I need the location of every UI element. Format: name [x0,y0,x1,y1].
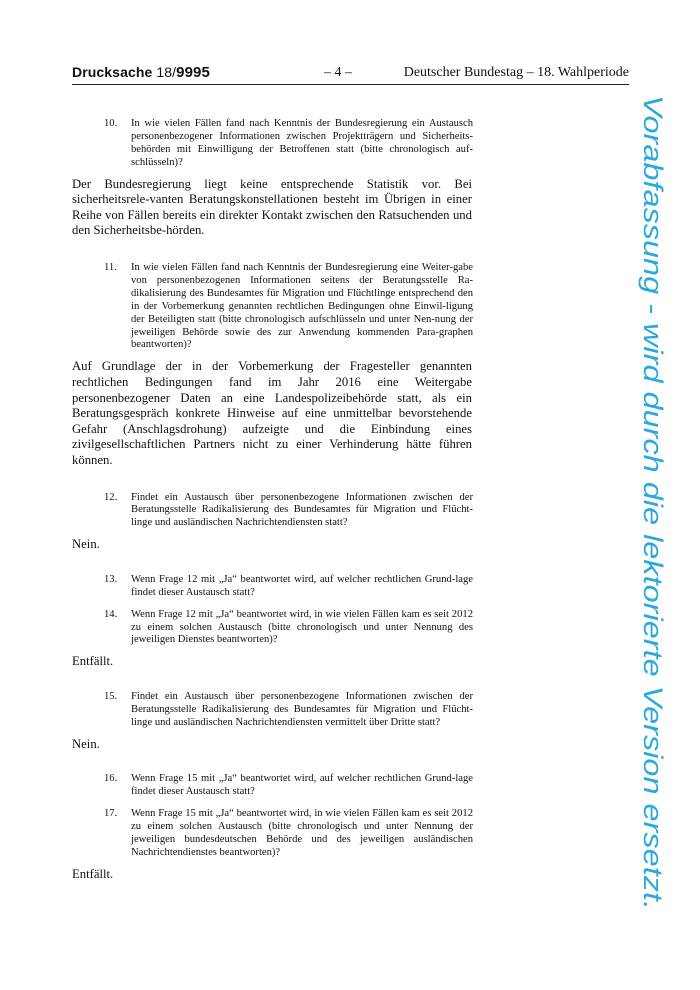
question-number: 13. [104,573,118,585]
question-15 [104,691,473,730]
question-16 [104,773,473,799]
question-number: 16. [104,773,118,785]
question-text: Findet ein Austausch über personenbezogene Informationen zwischen der Beratungsstelle Radikalisierung des Bundesamtes für Migration und Flücht-linge und ausländischen Nachrichtendiensten statt? [131,491,473,529]
doc-label: Drucksache [72,64,153,80]
question-text: Wenn Frage 12 mit „Ja“ beantwortet wird, auf welcher rechtlichen Grund-lage findet dieser Austausch statt? [131,573,473,598]
answer-12: Nein. [72,537,100,552]
question-text: Wenn Frage 12 mit „Ja“ beantwortet wird, in wie vielen Fällen kam es seit 2012 zu einem solchen Austausch (bitte chronologisch und unter Nennung des jeweiligen Dienstes beantworten)? [131,608,473,646]
answer-10: Der Bundesregierung liegt keine entsprechende Statistik vor. Bei sicherheitsrele-vanten Beratungskonstellationen besteht im Übrigen in einer Reihe von Fällen bereits ein direkter Kontakt zwischen den Ratsuchenden und den Sicherheitsbe-hörden. [72,176,472,238]
question-number: 12. [104,491,118,503]
answer-15: Nein. [72,736,100,751]
answer-16-17: Entfällt. [72,866,114,881]
question-text: In wie vielen Fällen fand nach Kenntnis der Bundesregierung eine Weiter-gabe von personenbezogenen Informationen seitens der Beratungsstelle Ra-dikalisierung des Bundesamtes für Migration und Flüchtlinge entsprechend den in der Vorbemerkung genannten rechtlichen Bedingungen ohne Einwil-ligung der Beteiligten statt (bitte chronologisch aufschlüsseln und unter Nen-nung der jeweiligen Behörde sowie des zur Anwendung kommenden Para-graphen beantworten)? [131,262,473,351]
watermark-text: Vorabfassung - wird durch die lektorierte Version ersetzt. [638,95,668,773]
question-text: Wenn Frage 15 mit „Ja“ beantwortet wird, auf welcher rechtlichen Grund-lage findet dieser Austausch statt? [131,773,473,798]
answer-11: Auf Grundlage der in der Vorbemerkung der Fragesteller genannten rechtlichen Bedingungen fand im Jahr 2016 eine Weitergabe personenbezogener Daten an eine Landespolizeibehörde statt, als ein Beratungsgespräch konkrete Hinweise auf eine unmittelbar bevorstehende Gefahr (Anschlagsdrohung) aufzeigte und die Einbindung eines zivilgesellschaftlichen Partners nicht zu einer Verhinderung hätte führen können. [72,359,472,467]
question-number: 14. [104,608,118,620]
question-text: Findet ein Austausch über personenbezogene Informationen zwischen der Beratungsstelle Radikalisierung des Bundesamtes für Migration und Flücht-linge und ausländischen Nachrichtendiensten vermittelt über Dritte statt? [131,690,473,728]
draft-watermark [626,95,686,915]
question-text: In wie vielen Fällen fand nach Kenntnis der Bundesregierung ein Austausch personenbezogener Informationen zwischen Projektträgern und Sicherheits-behörden mit Einwilligung der Betroffenen statt (bitte chronologisch auf-schlüsseln)? [131,118,473,168]
question-14 [104,609,473,648]
doc-number: 9995 [176,64,210,81]
question-number: 15. [104,690,118,702]
document-body [72,118,472,882]
document-number [72,64,210,81]
page-header [72,64,629,85]
question-17 [104,808,473,860]
doc-number-prefix: 18/ [156,64,177,80]
question-13 [104,574,473,600]
answer-13-14: Entfällt. [72,654,114,669]
watermark-svg [626,95,686,915]
question-number: 10. [104,118,118,129]
question-10 [104,118,473,170]
publisher: Deutscher Bundestag – 18. Wahlperiode [403,65,629,80]
question-number: 11. [104,262,117,273]
question-12 [104,492,473,531]
page-number: – 4 – [324,65,352,80]
question-number: 17. [104,808,118,820]
question-11 [104,262,473,352]
question-text: Wenn Frage 15 mit „Ja“ beantwortet wird, in wie vielen Fällen kam es seit 2012 zu einem solchen Austausch (bitte chronologisch und unter Nennung der jeweiligen bundesdeutschen Behörde und des jeweiligen ausländischen Nachrichtendienstes beantworten)? [131,808,473,858]
